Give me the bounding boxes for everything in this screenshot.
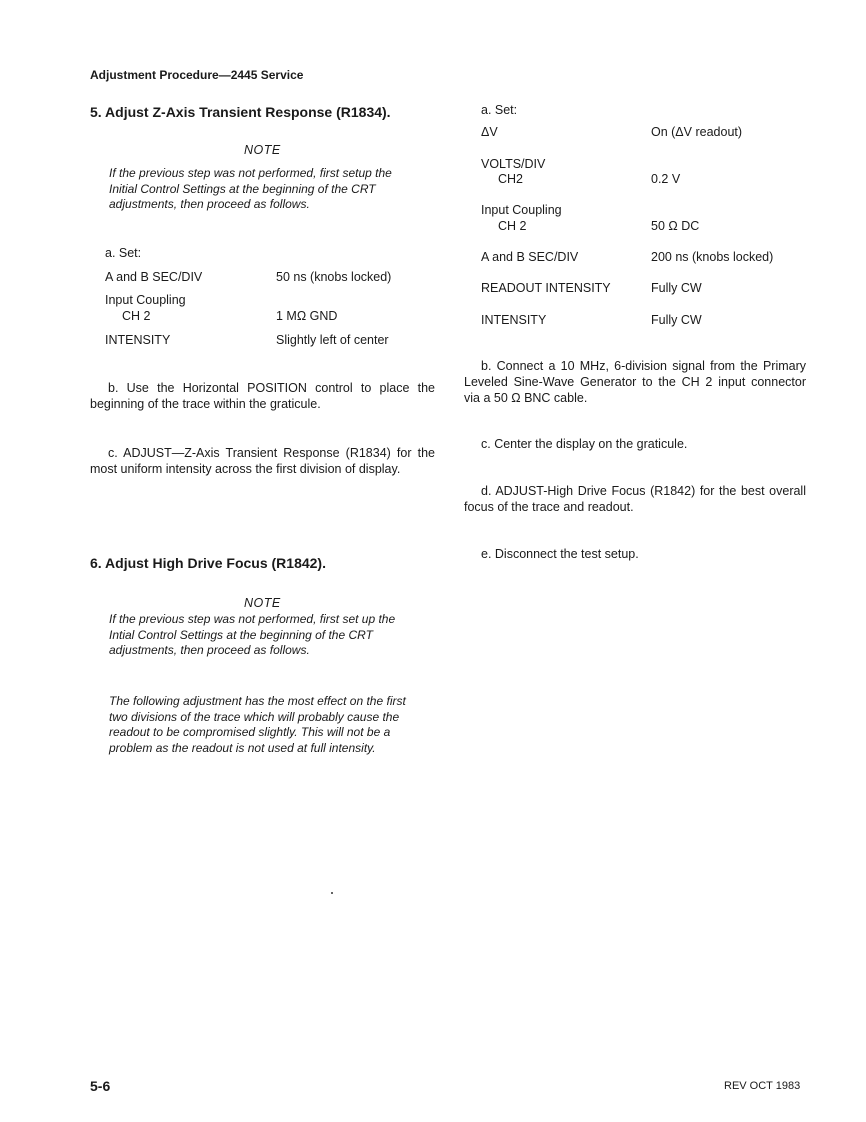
right-setting-value: Fully CW: [651, 281, 702, 295]
right-e-text: e. Disconnect the test setup.: [481, 547, 639, 561]
step5-b-text: b. Use the Horizontal POSITION control to place the beginning of the trace within the graticule.: [90, 381, 435, 411]
step5-a-label: a. Set:: [105, 246, 142, 260]
page-header: Adjustment Procedure—2445 Service: [90, 68, 304, 82]
page-number: 5-6: [90, 1078, 111, 1094]
scan-speck: [331, 892, 333, 894]
step5-setting-value: 50 ns (knobs locked): [276, 270, 392, 284]
right-setting-label: Input Coupling: [481, 203, 562, 217]
right-setting-value: 0.2 V: [651, 172, 681, 186]
right-setting-value: 50 Ω DC: [651, 219, 700, 233]
step5-setting-value: 1 MΩ GND: [276, 309, 338, 323]
step5-note-text: If the previous step was not performed, first setup the Initial Control Settings at the beginning of the CRT adjustments, then proceed as follows.: [109, 166, 392, 211]
right-setting-label: A and B SEC/DIV: [481, 250, 579, 264]
right-setting-label: READOUT INTENSITY: [481, 281, 611, 295]
revision-date: REV OCT 1983: [724, 1080, 801, 1092]
step5-setting-label: INTENSITY: [105, 333, 171, 347]
step5-setting-label: A and B SEC/DIV: [105, 270, 203, 284]
right-setting-sublabel: CH 2: [498, 219, 527, 233]
right-setting-value: On (ΔV readout): [651, 125, 743, 139]
step5-setting-value: Slightly left of center: [276, 333, 389, 347]
right-setting-label: INTENSITY: [481, 313, 547, 327]
right-setting-value: 200 ns (knobs locked): [651, 250, 774, 264]
step6-title: 6. Adjust High Drive Focus (R1842).: [90, 555, 326, 571]
step5-c-text: c. ADJUST—Z-Axis Transient Response (R1834) for the most uniform intensity across the first division of display.: [90, 446, 435, 476]
step6-note-text-2: The following adjustment has the most effect on the first two divisions of the trace which will probably cause the readout to be compromised slightly. This will not be a problem as the readout is not used at full intensity.: [109, 694, 406, 755]
step5-setting-label: Input Coupling: [105, 293, 186, 307]
step5-note-title: NOTE: [244, 143, 281, 157]
step6-note-title: NOTE: [244, 596, 281, 610]
right-setting-label: ΔV: [481, 125, 498, 139]
step5-setting-sublabel: CH 2: [122, 309, 151, 323]
right-a-label: a. Set:: [481, 103, 518, 117]
right-setting-label: VOLTS/DIV: [481, 157, 546, 171]
step5-title: 5. Adjust Z-Axis Transient Response (R1834).: [90, 104, 391, 120]
right-setting-sublabel: CH2: [498, 172, 524, 186]
right-b-text: b. Connect a 10 MHz, 6-division signal from the Primary Leveled Sine-Wave Generator to the CH 2 input connector via a 50 Ω BNC cable.: [464, 359, 806, 405]
right-setting-value: Fully CW: [651, 313, 702, 327]
right-d-text: d. ADJUST-High Drive Focus (R1842) for the best overall focus of the trace and readout.: [464, 484, 806, 514]
step6-note-text: If the previous step was not performed, first set up the Intial Control Settings at the beginning of the CRT adjustments, then proceed as follows.: [109, 612, 396, 657]
right-c-text: c. Center the display on the graticule.: [481, 437, 688, 451]
